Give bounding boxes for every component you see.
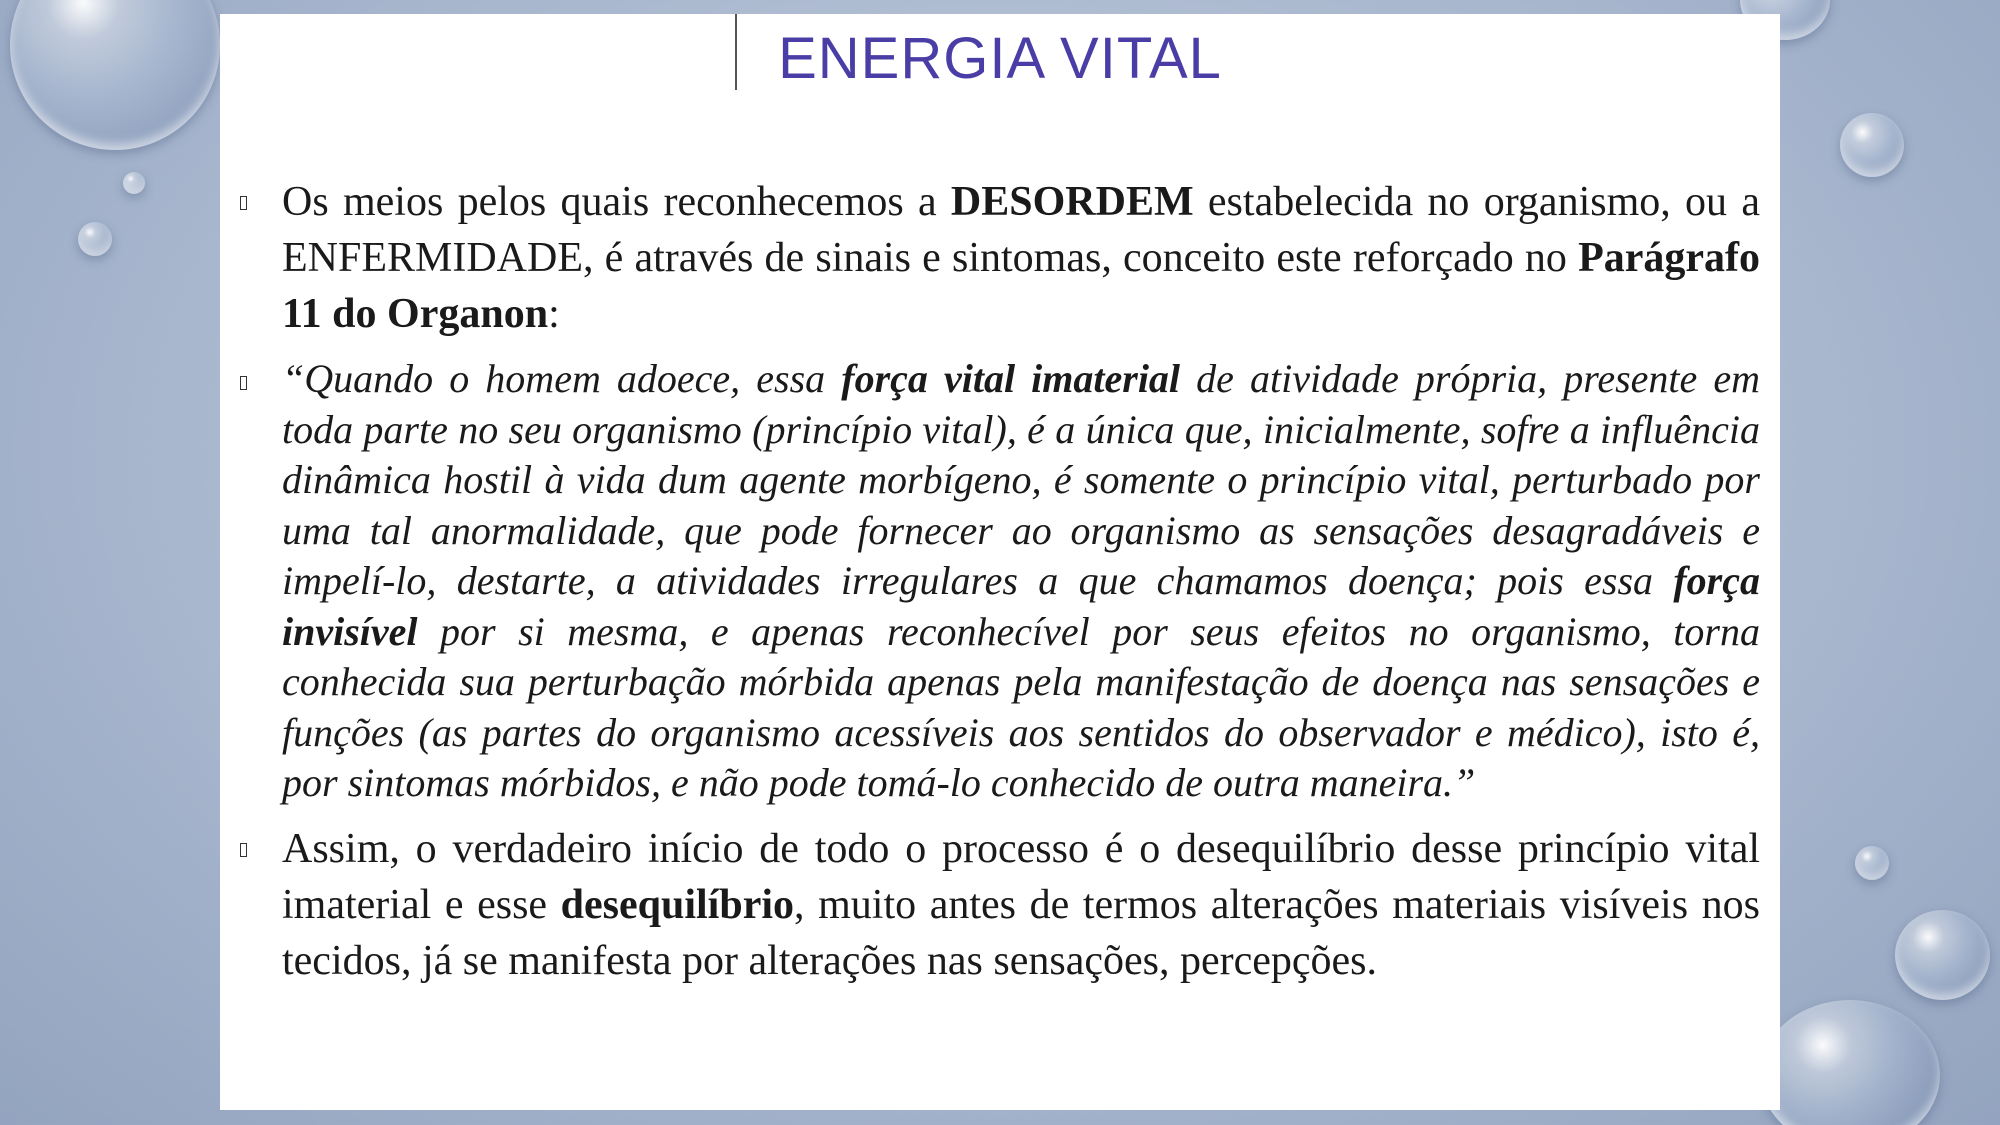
water-drop-decoration <box>123 172 145 194</box>
bullet-icon <box>240 843 247 857</box>
slide-content-panel <box>220 14 1780 1110</box>
bullet-text: Assim, o verdadeiro início de todo o processo é o desequilíbrio desse princípio vital imaterial e esse desequilíbrio, muito antes de termos alterações materiais visíveis nos tecidos, já se manifesta por alterações nas sensações, percepções. <box>282 825 1760 984</box>
water-drop-decoration <box>78 222 112 256</box>
bullet-quote-text: “Quando o homem adoece, essa força vital imaterial de atividade própria, presente em toda parte no seu organismo (princípio vital), é a única que, inicialmente, sofre a influência dinâmica hostil à vida dum agente morbígeno, é somente o princípio vital, perturbado por uma tal anormalidade, que pode fornecer ao organismo as sensações desagradáveis e impelí-lo, destarte, a atividades irregulares a que chamamos doença; pois essa força invisível por si mesma, e apenas reconhecível por seus efeitos no organismo, torna conhecida sua perturbação mórbida apenas pela manifestação de doença nas sensações e funções (as partes do organismo acessíveis aos sentidos do observador e médico), isto é, por sintomas mórbidos, e não pode tomá-lo conhecido de outra maneira.” <box>282 356 1760 805</box>
water-drop-decoration <box>10 0 220 150</box>
bullet-item-3[interactable] <box>230 821 1760 989</box>
bullet-item-1[interactable] <box>230 174 1760 342</box>
bullet-item-2[interactable] <box>230 354 1760 809</box>
water-drop-decoration <box>1760 1000 1940 1125</box>
bullet-list <box>230 174 1760 1001</box>
water-drop-decoration <box>1840 113 1904 177</box>
bullet-icon <box>240 376 247 390</box>
bullet-text: Os meios pelos quais reconhecemos a DESORDEM estabelecida no organismo, ou a ENFERMIDADE, é através de sinais e sintomas, conceito este reforçado no Parágrafo 11 do Organon: <box>282 179 1760 337</box>
water-drop-decoration <box>1895 910 1990 1000</box>
water-drop-decoration <box>1855 846 1889 880</box>
bullet-icon <box>240 196 247 210</box>
slide-title[interactable]: ENERGIA VITAL <box>778 26 1222 91</box>
